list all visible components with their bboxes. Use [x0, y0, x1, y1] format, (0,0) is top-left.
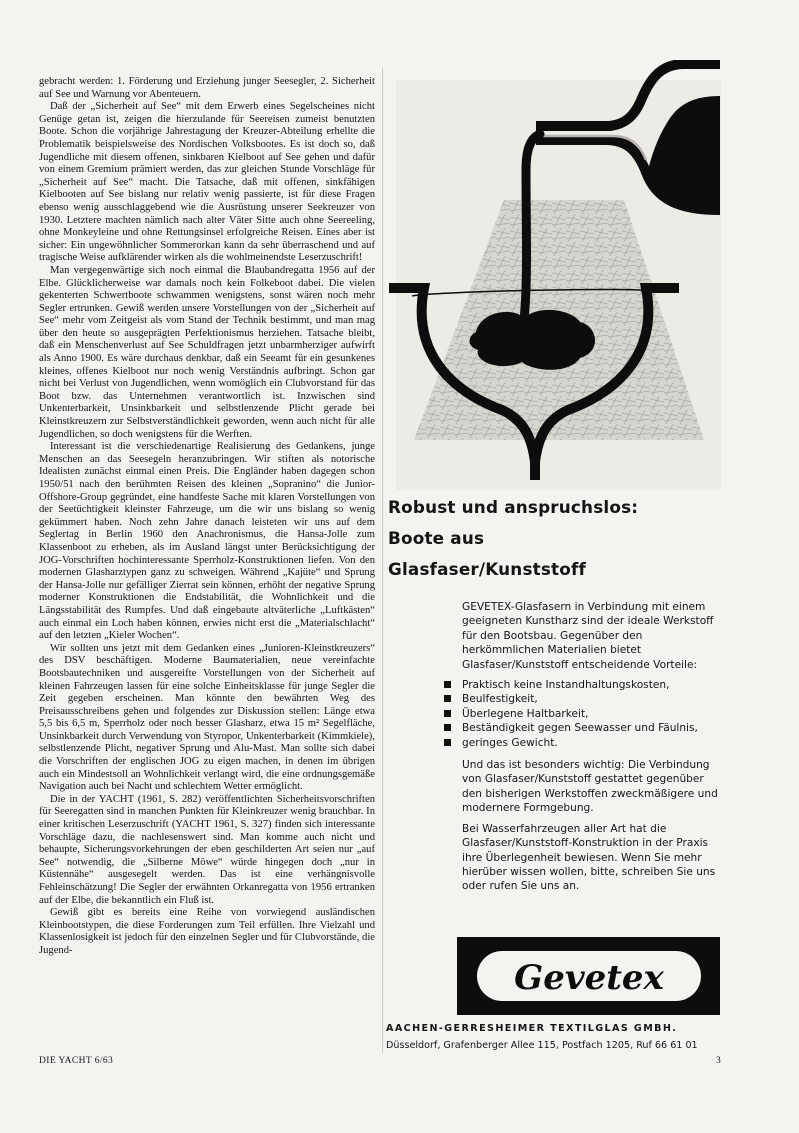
gevetex-logo-wordmark [469, 945, 709, 1007]
article-paragraph: Gewiß gibt es bereits eine Reihe von vorwiegend ausländischen Kleinbootstypen, die diese Forderungen zum Teil erfüllen. Ihre Vielzahl und Klassenlosigkeit ist jedoch für den einzelnen Segler und für Clubvorstände, die Jugend- [39, 907, 375, 956]
resin-puddle [470, 310, 596, 370]
column-divider [382, 68, 383, 1053]
bullet-square-icon [444, 681, 451, 688]
article-paragraph: Daß der „Sicherheit auf See“ mit dem Erwerb eines Segelscheines nicht Genüge getan ist, zeigen die hierzulande für Seereisen zumeist benutzten Boote. Schon die vorjährige Jahrestagung der Kreuzer-Abteilung erhellte die Problematik beispielsweise des Nordischen Volksbootes. Es ist doch so, daß Jugendliche mit diesem offenen, sinkbaren Kielboot auf See gehen und dafür von einem Gremium prämiert werden, das zur gleichen Stunde Vorschläge für „Sicherheit auf See“ macht. Die Tatsache, daß mit offenen, sinkfähigen Kielbooten auf See bislang nur relativ wenig passierte, ist für diese Fragen ebenso wenig ausschlaggebend wie die Ausrüstung unserer Seekreuzer von 1930. Letztere machten nämlich nach alter Väter Sitte auch ohne Seereeling, ohne Monkeyleine und ohne Rettungsinsel erfolgreiche Reisen. Eines aber ist sicher: Ein ungewöhnlicher Sommerorkan kann da sehr überraschend und auf tragische Weise aufklärender wirken als die wohlmeinendste Leserzuschrift! [39, 101, 375, 264]
list-item [444, 736, 724, 750]
list-item [444, 678, 724, 692]
bullet-square-icon [444, 710, 451, 717]
bullet-square-icon [444, 695, 451, 702]
list-item [444, 721, 724, 735]
list-item-text: Beständigkeit gegen Seewasser und Fäulnis, [462, 722, 698, 735]
bullet-square-icon [444, 739, 451, 746]
magazine-footer: DIE YACHT 6/63 [39, 1056, 114, 1066]
ad-closing: Bei Wasserfahrzeugen aller Art hat die Glasfaser/Kunststoff-Konstruktion in der Praxis ihre Überlegenheit bewiesen. Wenn Sie mehr hierüber wissen wollen, bitte, schreiben Sie uns oder rufen Sie uns an. [462, 822, 716, 893]
ad-headline-1: Robust und anspruchslos: [388, 497, 639, 517]
ad-headline-3: Glasfaser/Kunststoff [388, 559, 586, 579]
page-number: 3 [716, 1056, 722, 1066]
article-paragraph: Wir sollten uns jetzt mit dem Gedanken eines „Junioren-Kleinstkreuzers“ des DSV beschäftigen. Moderne Baumaterialien, neue vereinfachte Bootsbautechniken und ausgereifte Vorstellungen von der Sicherheit auf kleinen Fahrzeugen lassen für eine solche Einheitsklasse für junge Segler die Zeit gegeben erscheinen. Man könnte den bewährten Weg des Preisausschreibens gehen und folgendes zur Diskussion stellen: Länge etwa 5,5 bis 6,5 m, Sperrholz oder noch besser Glasharz, etwa 15 m² Segelfläche, Unsinkbarkeit durch Verwendung von Styropor, Unkenterbarkeit (Kimmkiele), selbstlenzende Plicht, negativer Sprung und Alu-Mast. Man sollte sich dabei die Vorschriften der englischen JOG zu eigen machen, in denen im übrigen auch ein Mindestsoll an Wohnlichkeit verlangt wird, die eine ordnungsgemäße Navigation auch bei Nacht und schlechtem Wetter ermöglicht. [39, 642, 375, 793]
bullet-square-icon [444, 724, 451, 731]
list-item [444, 707, 724, 721]
advantages-list [444, 678, 724, 750]
ad-illustration [384, 60, 724, 492]
article-paragraph: Die in der YACHT (1961, S. 282) veröffentlichten Sicherheitsvorschriften für Seeregatten sind in manchen Punkten für Kleinkreuzer wenig brauchbar. In einer kritischen Leserzuschrift (YACHT 1961, S. 327) finden sich interessante Vorschläge dazu, die nachlesenswert sind. Man komme auch nicht und behaupte, Sicherungsvorkehrungen der eben geschilderten Art seien nur „auf See“ notwendig, die „Silberne Möwe“ würde hingegen doch „nur in Küstennähe“ ausgesegelt werden. Das ist eine verhängnisvolle Fehleinschätzung! Die Segler der erwähnten Orkanregatta von 1956 ertranken auf der Elbe, die bekanntlich ein Fluß ist. [39, 793, 375, 906]
logo-text: Gevetex [513, 958, 664, 998]
ad-body [462, 600, 724, 900]
article-column [39, 76, 375, 958]
article-paragraph: Man vergegenwärtige sich noch einmal die Blaubandregatta 1956 auf der Elbe. Glücklicherweise war damals noch kein Folkeboot dabei. Die vielen gekenterten Schwertboote schwammen wenigstens, sonst wären noch mehr Segler ertrunken. Gewiß werden unsere Vorstellungen von der „Sicherheit auf See“ mehr vom Zeitgeist als vom Stand der Technik bestimmt, und man mag über den heute so ausgeprägten Perfektionismus herziehen. Tatsache bleibt, daß ein Menschenverlust auf See Schuldfragen jetzt unbarmherziger aufwirft als Anno 1900. Es wäre durchaus denkbar, daß ein Seeamt für ein gesunkenes kleines, offenes Kielboot nur noch wenig Verständnis aufbringt. Schon gar nicht bei Verlust von Jugendlichen, wenn womöglich ein Clubvorstand für das Boot bzw. das Unternehmen verantwortlich ist. Inzwischen sind Unkenterbarkeit, Unsinkbarkeit und selbstlenzende Plicht gerade bei Kleinstkreuzern zur Selbstverständlichkeit geworden, wenn auch nicht für alle Jugendlichen, so doch wenigstens für die Werften. [39, 264, 375, 440]
list-item-text: Beulfestigkeit, [462, 693, 538, 706]
company-name: AACHEN-GERRESHEIMER TEXTILGLAS GMBH. [386, 1023, 678, 1034]
bottle-pouring-into-hull-illustration [384, 60, 724, 492]
list-item-text: Überlegene Haltbarkeit, [462, 707, 589, 720]
gevetex-logo [457, 937, 720, 1015]
list-item-text: geringes Gewicht. [462, 736, 558, 749]
list-item [444, 692, 724, 706]
company-address: Düsseldorf, Grafenberger Allee 115, Postfach 1205, Ruf 66 61 01 [386, 1040, 698, 1051]
ad-intro: GEVETEX-Glasfasern in Verbindung mit einem geeigneten Kunstharz sind der ideale Werkstoff für den Bootsbau. Gegenüber den herkömmlichen Materialien bietet Glasfaser/Kunststoff entscheidende Vorteile: [462, 601, 714, 671]
article-paragraph: Interessant ist die verschiedenartige Realisierung des Gedankens, junge Menschen an das Seesegeln heranzubringen. Wir stiften als notorische Idealisten zunächst einmal einen Preis. Die Engländer haben dagegen schon 1950/51 nach den berühmten Reisen des kleinen „Sopranino“ die Junior-Offshore-Group gegründet, eine handfeste Sache mit klaren Vorstellungen von der Seetüchtigkeit kleinster Fahrzeuge, um die wir uns bislang so wenig gekümmert haben. Noch zehn Jahre danach leisteten wir uns auf dem Seglertag in Berlin 1960 den Anachronismus, die Hansa-Jolle zum Klassenboot zu erheben, als im Ausland längst unter Berücksichtigung der JOG-Vorschriften hochinteressante Sperrholz-Konstruktionen liefen. Von den modernen Glasharztypen ganz zu schweigen. Während „Kajüte“ und Sprung der Hansa-Jolle nur gefälliger Zierrat sein können, erhöht der negative Sprung moderner Konstruktionen die Endstabilität, die Wohnlichkeit und die Längsstabilität des Rumpfes. Und daß eingebaute altväterliche „Luftkästen“ auch einmal ein Loch haben können, erwies nicht erst die „Materialschlacht“ auf den letzten „Kieler Wochen“. [39, 441, 375, 642]
list-item-text: Praktisch keine Instandhaltungskosten, [462, 679, 670, 692]
ad-important: Und das ist besonders wichtig: Die Verbindung von Glasfaser/Kunststoff gestattet gegenüber den bisherigen Werkstoffen zweckmäßigere und modernere Formgebung. [462, 759, 718, 815]
article-paragraph: gebracht werden: 1. Förderung und Erziehung junger Seesegler, 2. Sicherheit auf See und Warnung vor Abenteuern. [39, 76, 375, 100]
ad-headline-2: Boote aus [388, 528, 485, 548]
